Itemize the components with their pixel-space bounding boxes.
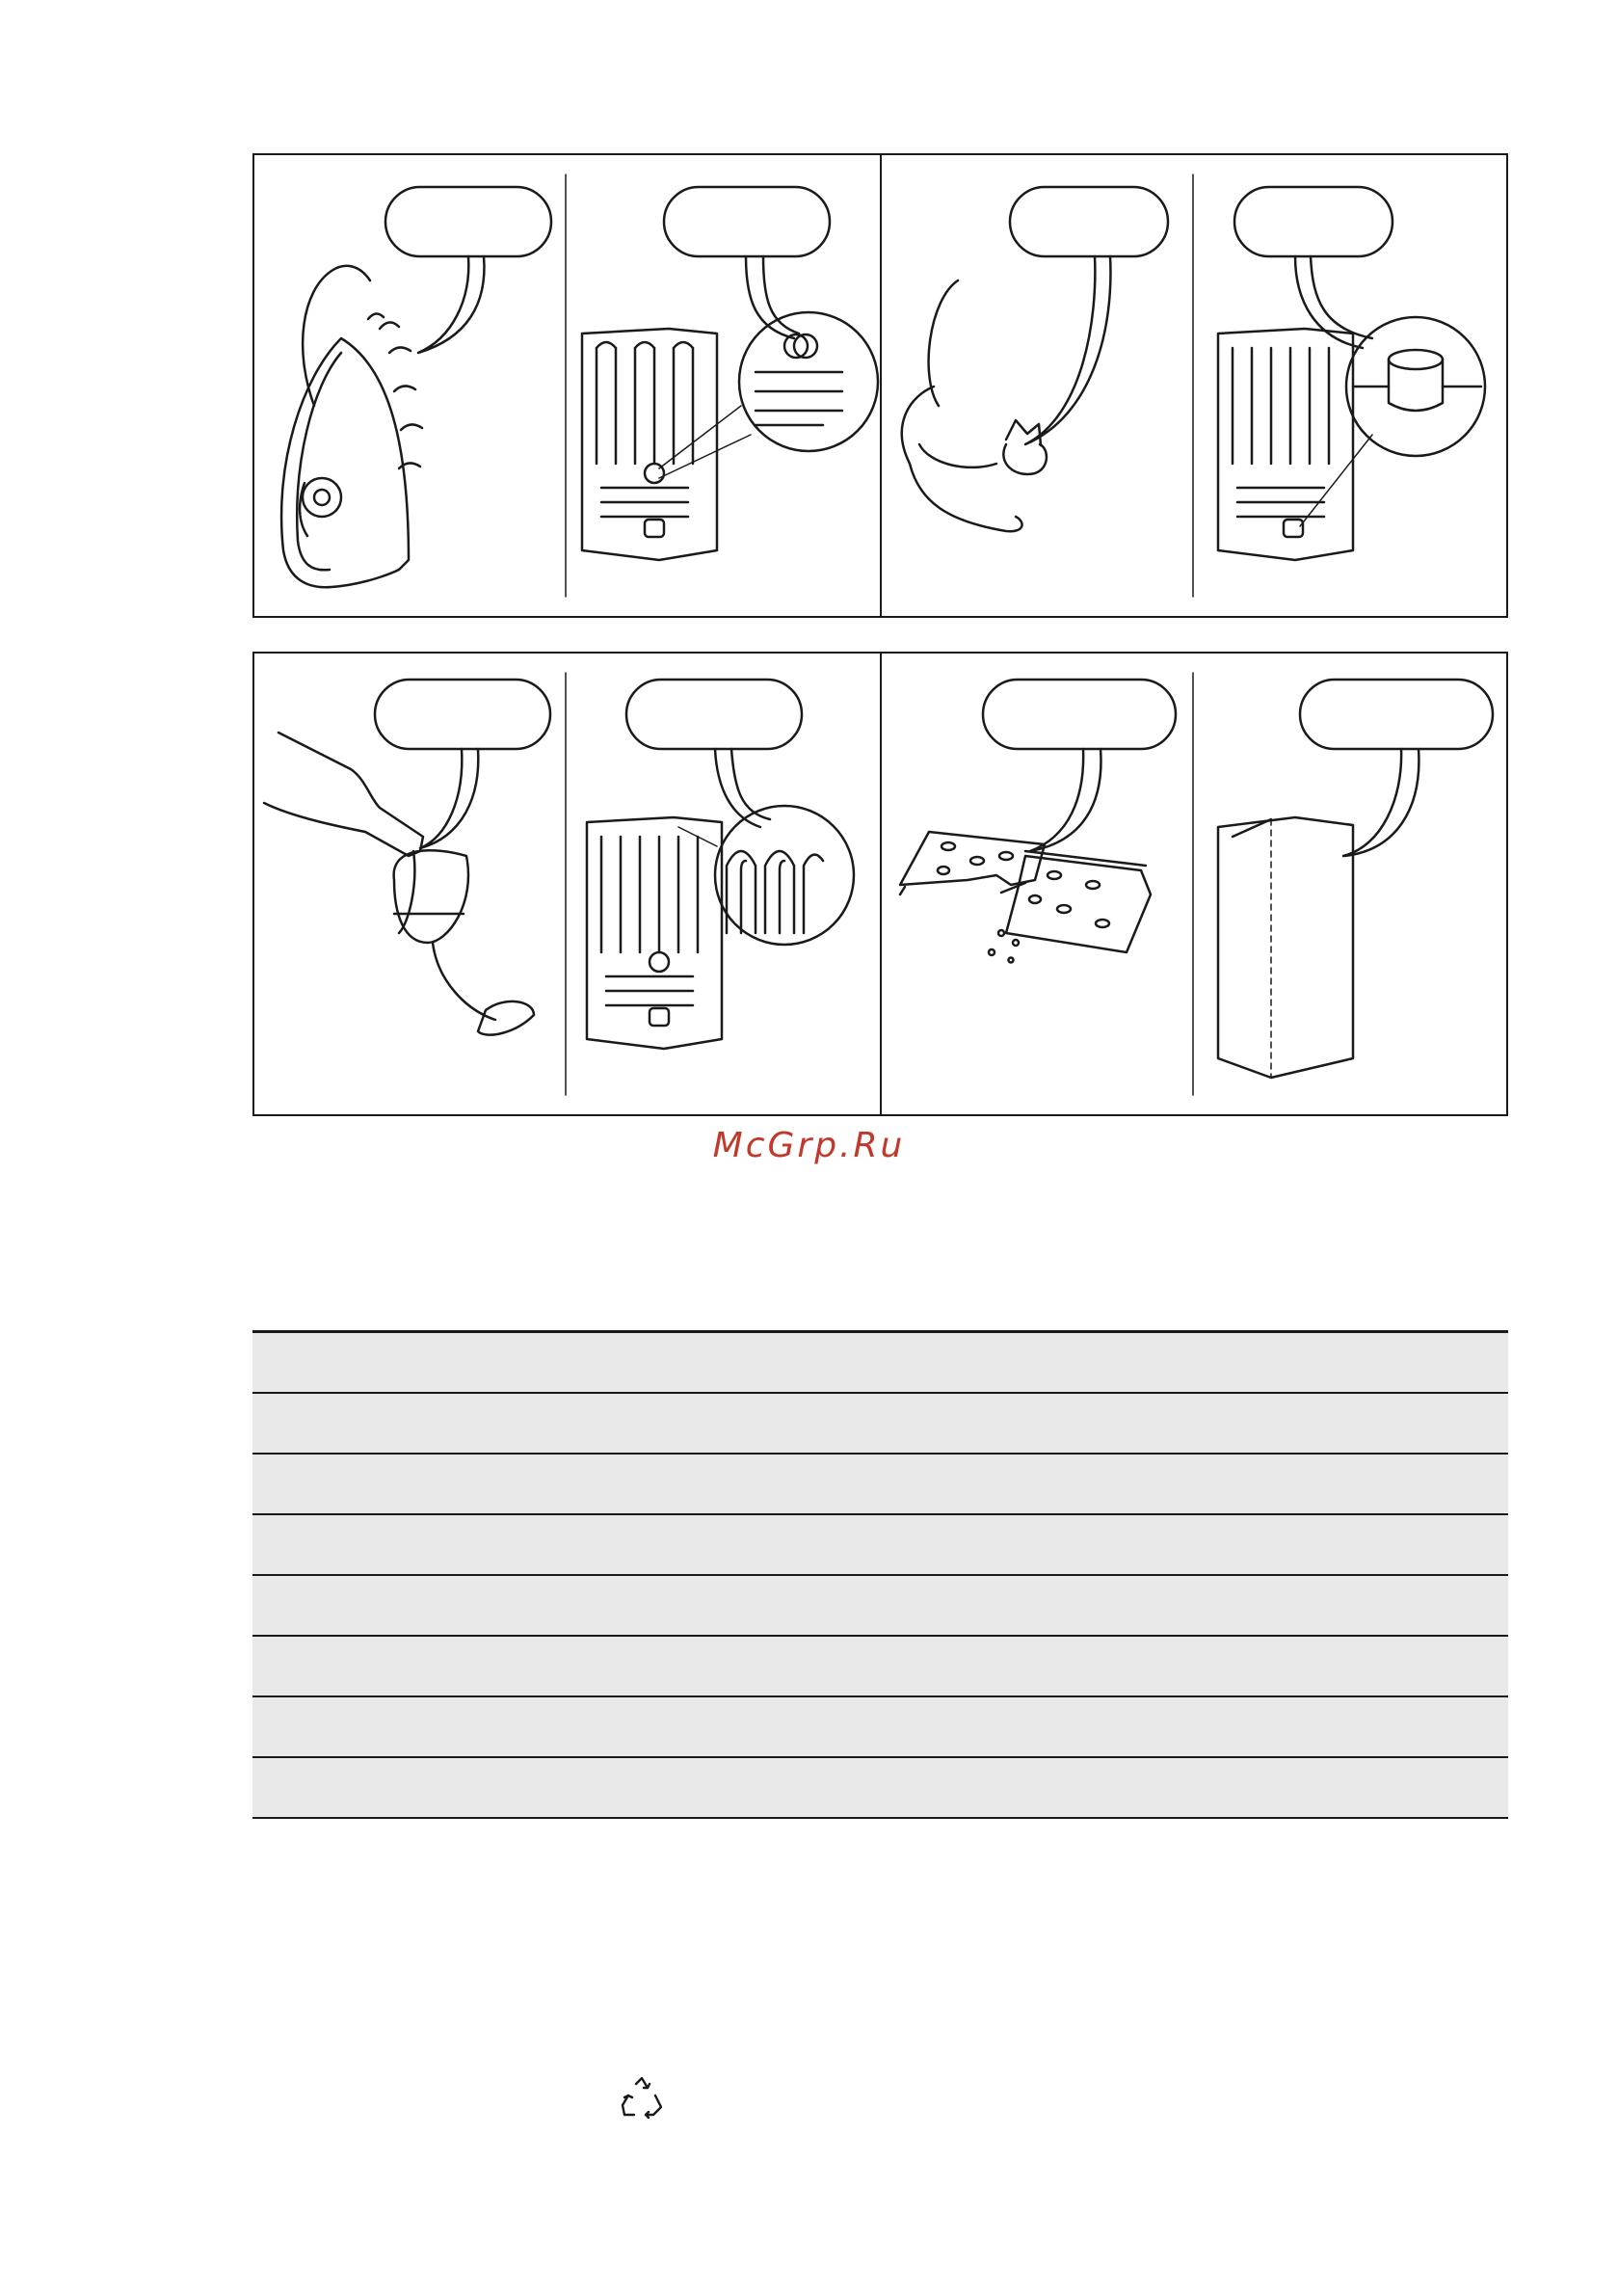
illustration-panel-top	[252, 153, 1508, 618]
speech-bubble-3	[1010, 187, 1168, 444]
table-row	[252, 1515, 1508, 1576]
speech-bubble-8	[1300, 680, 1493, 856]
illustration-panel-bottom-drawing	[254, 654, 1506, 1114]
table-row	[252, 1637, 1508, 1697]
data-table	[252, 1330, 1508, 1819]
speech-bubble-4	[1234, 187, 1393, 348]
cracked-cheese-icon	[900, 832, 1151, 963]
speech-bubble-2	[664, 187, 830, 338]
watermark: McGrp.Ru	[712, 1126, 906, 1165]
table-row	[252, 1333, 1508, 1394]
wine-pouring-icon	[264, 733, 534, 1035]
fridge-compressor-detail-icon	[1218, 317, 1485, 560]
closed-fridge-icon	[1218, 817, 1353, 1078]
table-row	[252, 1576, 1508, 1637]
illustration-panel-bottom	[252, 652, 1508, 1116]
table-row	[252, 1455, 1508, 1515]
fridge-coil-detail-icon	[582, 312, 878, 560]
speech-bubble-6	[626, 680, 802, 827]
fridge-condenser-detail-icon	[587, 806, 854, 1049]
recycle-icon	[621, 2076, 663, 2119]
speech-bubble-1	[385, 187, 551, 353]
table-row	[252, 1758, 1508, 1819]
speech-bubble-7	[983, 680, 1176, 851]
table-row	[252, 1394, 1508, 1455]
table-row	[252, 1697, 1508, 1758]
illustration-panel-top-drawing	[254, 155, 1506, 616]
